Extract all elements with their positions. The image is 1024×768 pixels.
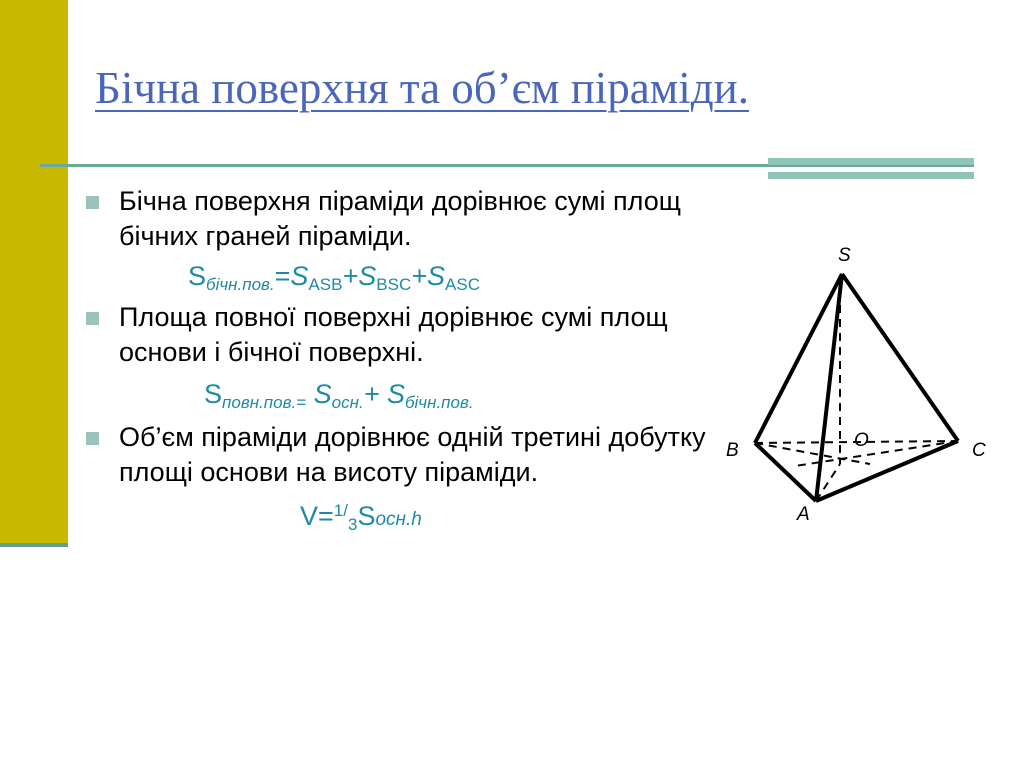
- vertex-label-c: C: [972, 440, 986, 461]
- formula-subscript: бічн.пов.: [404, 393, 474, 412]
- bullet-square-icon: [86, 312, 99, 325]
- formula-operator: + S: [363, 379, 405, 409]
- vertex-label-a: A: [797, 504, 810, 525]
- formula-lateral-surface: [86, 256, 706, 296]
- formula-subscript: бічн.пов.: [206, 275, 275, 294]
- bullet-text: Бічна поверхня піраміди дорівнює сумі площ бічних граней піраміди.: [119, 186, 681, 251]
- title-divider-accent-bottom: [768, 172, 974, 179]
- title-divider-accent-top: [768, 158, 974, 165]
- slide-title: Бічна поверхня та об’єм піраміди.: [95, 63, 749, 113]
- bullet-volume: [86, 420, 706, 490]
- formula-subscript: BSC: [376, 275, 412, 294]
- formula-subscript: осн.: [331, 393, 364, 412]
- bullet-square-icon: [86, 196, 99, 209]
- vertex-label-s: S: [838, 245, 851, 266]
- formula-symbol: S: [290, 261, 309, 291]
- bullet-text: Площа повної поверхні дорівнює сумі площ основи і бічної поверхні.: [119, 302, 668, 367]
- formula-symbol: S: [204, 379, 223, 409]
- formula-operator: =: [274, 261, 291, 291]
- formula-symbol: V=: [300, 501, 334, 531]
- formula-subscript: осн.h: [375, 509, 422, 530]
- bullet-lateral-surface: [86, 184, 706, 254]
- left-accent-bar: [0, 0, 68, 543]
- pyramid-hidden-edges: [755, 277, 958, 501]
- edge-sb: [755, 274, 842, 443]
- formula-volume: [86, 496, 706, 540]
- formula-superscript: 1/: [333, 501, 348, 520]
- vertex-label-b: B: [726, 440, 739, 461]
- formula-subscript: 3: [347, 515, 358, 534]
- center-label-o: O: [854, 430, 869, 451]
- formula-symbol: S: [358, 261, 377, 291]
- edge-sc: [842, 274, 958, 441]
- slide-content: [86, 184, 706, 540]
- bullet-square-icon: [86, 432, 99, 445]
- formula-subscript: ASC: [445, 275, 480, 294]
- formula-symbol: S: [188, 261, 207, 291]
- formula-subscript: повн.пов.=: [222, 393, 307, 412]
- edge-sa: [816, 274, 842, 501]
- formula-subscript: ASB: [308, 275, 343, 294]
- edge-ac: [816, 441, 958, 501]
- formula-symbol: S: [306, 379, 332, 409]
- bullet-text: Об’єм піраміди дорівнює одній третині добутку площі основи на висоту піраміди.: [119, 422, 706, 487]
- formula-operator: +: [411, 261, 428, 291]
- formula-symbol: S: [427, 261, 446, 291]
- edge-ba: [755, 443, 816, 501]
- formula-symbol: S: [357, 501, 376, 531]
- bullet-full-surface: [86, 300, 706, 370]
- formula-full-surface: [86, 374, 706, 414]
- pyramid-diagram: [700, 230, 1000, 530]
- pyramid-visible-edges: [755, 274, 958, 501]
- left-accent-line: [0, 543, 68, 547]
- formula-operator: +: [342, 261, 359, 291]
